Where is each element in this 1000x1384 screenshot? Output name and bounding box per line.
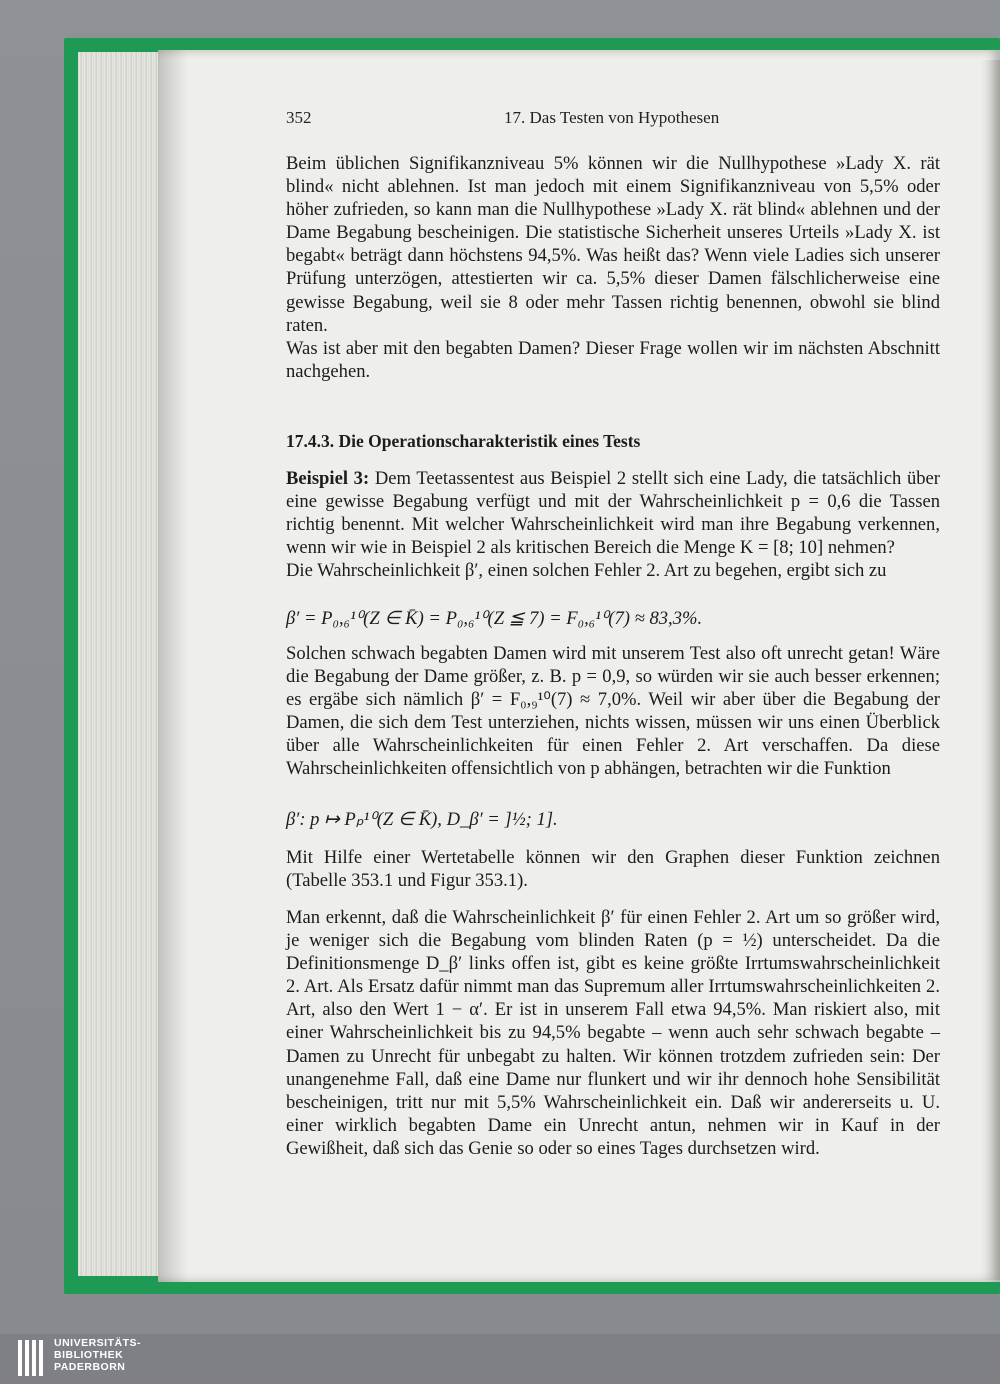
paragraph-text: Mit Hilfe einer Wertetabelle können wir den Graphen dieser Funktion zeichnen (Tabelle 353.1 und Figur 353.1). — [286, 847, 940, 892]
paragraph-example — [286, 467, 940, 582]
page-gutter-shadow — [158, 50, 188, 1282]
paragraph-text: Die Wahrscheinlichkeit β′, einen solchen Fehler 2. Art zu begehen, ergibt sich zu — [286, 560, 887, 582]
page-number: 352 — [286, 108, 312, 127]
formula-beta-prime: β′ = P₀,₆¹⁰(Z ∈ K̄) = P₀,₆¹⁰(Z ≦ 7) = F₀,₆¹⁰(7) ≈ 83,3%. — [286, 608, 703, 629]
paragraph-text: Was ist aber mit den begabten Damen? Dieser Frage wollen wir im nächsten Abschnitt nachgehen. — [286, 337, 940, 382]
library-footer — [0, 1334, 1000, 1384]
page-right-shadow — [980, 60, 1000, 1280]
example-label: Beispiel 3: — [286, 468, 370, 489]
paragraph-text: Solchen schwach begabten Damen wird mit unserem Test also oft unrecht getan! Wäre die Begabung der Dame größer, z. B. p = 0,9, so würden wir sie auch besser erkennen; es ergäbe sich nämlich β′ = F₀,₉¹⁰(7) ≈ 7,0%. Weil wir aber über die Begabung der Damen, die sich dem Test unterziehen, nichts wissen, müssen wir uns einen Überblick über alle Wahrscheinlichkeiten für einen Fehler 2. Art verschaffen. Da diese Wahrscheinlichkeiten offensichtlich von p abhängen, betrachten wir die Funktion — [286, 643, 940, 780]
paragraph-text: Dem Teetassentest aus Beispiel 2 stellt sich eine Lady, die tatsächlich über eine gewisse Begabung verfügt und mit der Wahrscheinlichkeit p = 0,6 die Tassen richtig benennt. Mit welcher Wahrscheinlichkeit wird man ihre Begabung verkennen, wenn wir wie in Beispiel 2 als kritischen Bereich die Menge K = [8; 10] nehmen? — [286, 468, 940, 559]
section-heading: 17.4.3. Die Operationscharakteristik eines Tests — [286, 431, 641, 451]
library-name: UNIVERSITÄTS- BIBLIOTHEK PADERBORN — [54, 1337, 142, 1373]
running-title: 17. Das Testen von Hypothesen — [504, 108, 720, 127]
paragraph-text: Man erkennt, daß die Wahrscheinlichkeit β′ für einen Fehler 2. Art um so größer wird, je weniger sich die Begabung vom blinden Raten (p = ½) unterscheidet. Da die Definitionsmenge D_β′ links offen ist, gibt es keine größte Irrtumswahrscheinlichkeit 2. Art. Als Ersatz dafür nimmt man das Supremum aller Irrtumswahrscheinlichkeiten 2. Art, also den Wert 1 − α′. Er ist in unserem Fall etwa 94,5%. Man riskiert also, mit einer Wahrscheinlichkeit bis zu 94,5% begabte – wenn auch sehr schwach begabte – Damen zu Unrecht für unbegabt zu halten. Wir können trotzdem zufrieden sein: Der unangenehme Fall, daß eine Dame nur flunkert und wir ihr dennoch hohe Sensibilität bescheinigen, tritt nur mit 5,5% Wahrscheinlichkeit ein. Daß wir andererseits u. U. einer wirklich begabten Dame ein Unrecht antun, nehmen wir in Kauf in der Gewißheit, daß sich das Genie so oder so eines Tages durchsetzen wird. — [286, 907, 940, 1159]
paragraph-text: Beim üblichen Signifikanzniveau 5% können wir die Nullhypothese »Lady X. rät blind« nicht ablehnen. Ist man jedoch mit einem Signifikanzniveau von 5,5% oder höher zufrieden, so kann man die Nullhypothese »Lady X. rät blind« ablehnen und der Dame Begabung bescheinigen. Die statistische Sicherheit unseres Urteils »Lady X. ist begabt« beträgt dann höchstens 94,5%. Was heißt das? Wenn viele Ladies sich unserer Prüfung unterzögen, attestierten wir ca. 5,5% dieser Damen fälschlicherweise eine gewisse Begabung, weil sie 8 oder mehr Tassen richtig benennen, obwohl sie blind raten. — [286, 153, 940, 336]
formula-function: β′: p ↦ Pₚ¹⁰(Z ∈ K̄), D_β′ = ]½; 1]. — [286, 809, 558, 830]
paragraph-intro — [286, 152, 940, 383]
library-logo-icon — [18, 1340, 48, 1378]
